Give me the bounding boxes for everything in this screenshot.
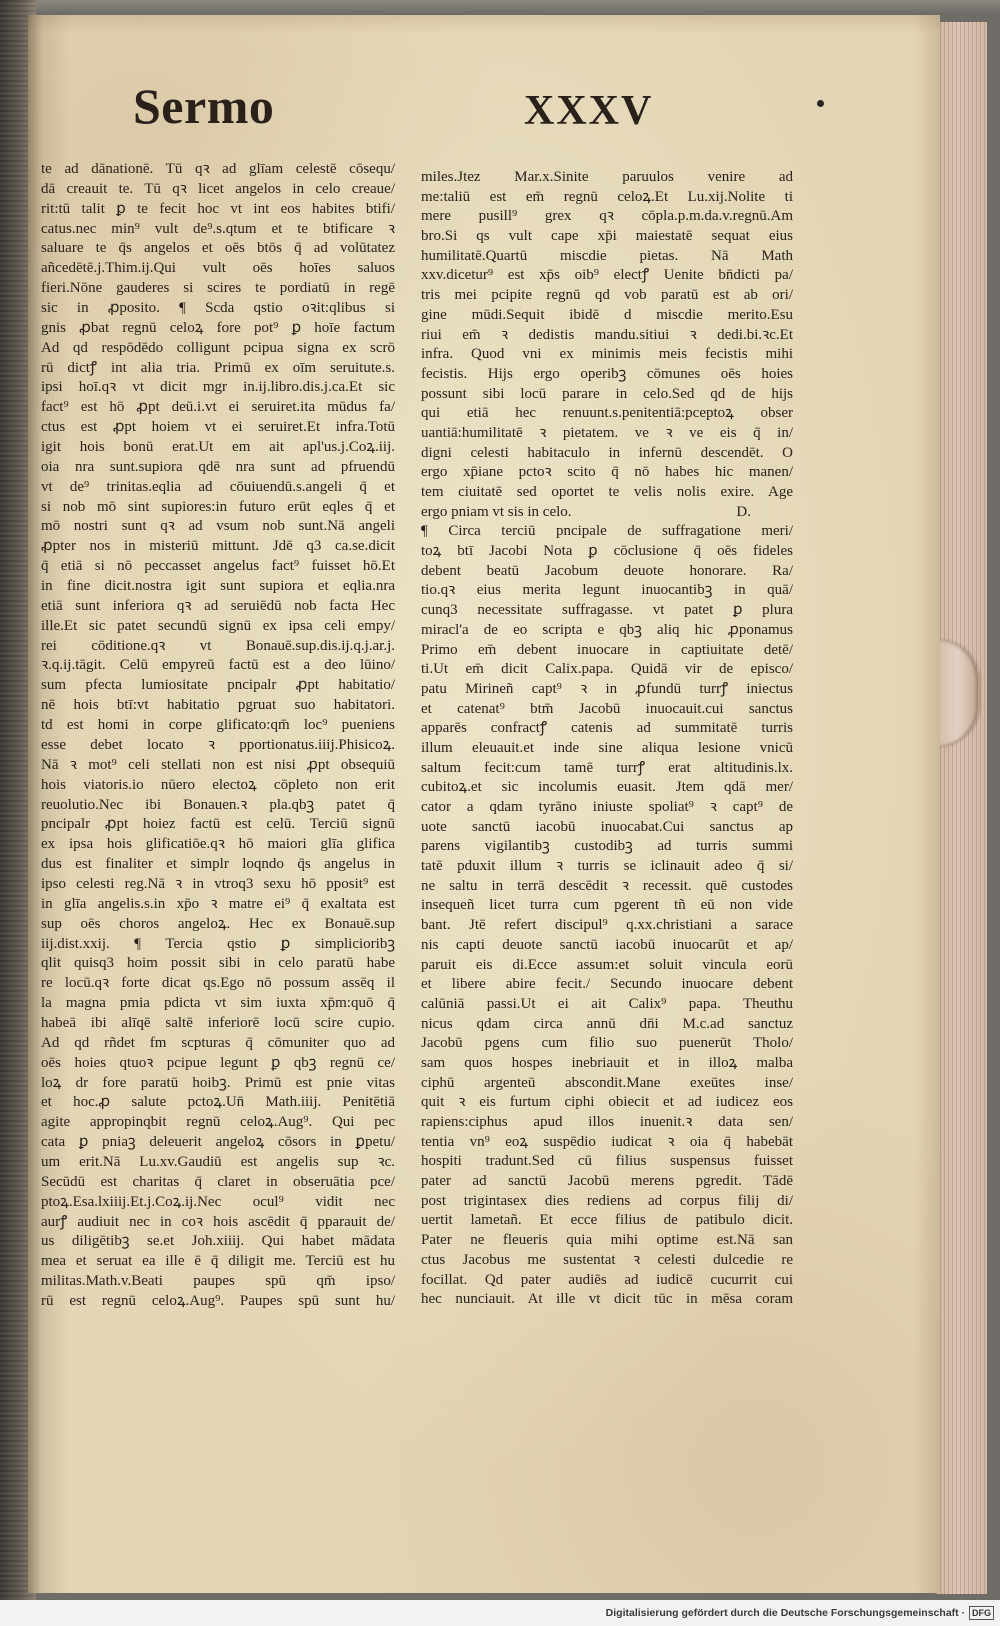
text-line: uertit lametañ. Et ecce filius de patibulo dicit. xyxy=(421,1212,793,1229)
text-line: fecistis. Hijs ergo operibꝫ cōmunes oēs hoies xyxy=(421,365,793,382)
text-line: ptoꝝ.Esa.lxiiij.Et.j.Coꝝ.ij.Nec ocul⁹ vidit nec xyxy=(41,1193,395,1210)
text-line: Jacobū pgens cum filio suo puenerūt Tholo/ xyxy=(421,1035,793,1052)
text-line: loꝝ dr fore paratū hoibꝫ. Primū est pnie vitas xyxy=(41,1074,395,1091)
text-line: td est homi in corpe glificato:qm̄ loc⁹ pueniens xyxy=(41,717,395,734)
text-line: rapiens:ciphus apud illos inuenit.ꝛ data sen/ xyxy=(421,1114,793,1130)
credit-line xyxy=(606,1600,994,1626)
text-line: dus est finaliter et simplr loqndo q̄s angelus in xyxy=(41,856,395,873)
text-line: fact⁹ est hō ꝓpt deū.i.vt ei seruiret.ita mūdus fa/ xyxy=(41,399,395,416)
text-line: uote sanctū iacobū inuocabat.Cui sanctus ap xyxy=(421,818,793,835)
text-line: Pater ne fleueris quia mihi optime est.Nā san xyxy=(421,1232,793,1249)
text-line: rei cōditione.qꝛ vt Bonauē.sup.dis.ij.q.j.ar.j. xyxy=(41,637,395,654)
text-line: patu Mirineñ capt⁹ ꝛ in ꝓfundū turrꝭ iniectus xyxy=(421,680,793,697)
text-line: uantiā:humilitatē ꝛ pietatem. ve ꝛ ve eis q̄ in/ xyxy=(421,424,793,441)
text-line: ipso celesti reg.Nā ꝛ in vtroq3 sexu hō pposit⁹ est xyxy=(41,875,395,892)
text-line: esse debet locato ꝛ pportionatus.iiij.Phisicoꝝ. xyxy=(41,736,395,753)
text-line: mere pusill⁹ grex qꝛ cōpla.p.m.da.v.regnū.Am xyxy=(421,208,793,225)
text-line: pncipalr ꝓpt hoiez factū est celū. Terciū signū xyxy=(41,816,395,833)
text-line: rit:tū talit ꝑ te fecit hoc vt int eos habites btifi/ xyxy=(41,200,395,217)
text-line: me:taliū est em̄ regnū celoꝝ.Et Lu.xij.Nolite ti xyxy=(421,188,793,205)
text-line: ex ipsa hois glificatiōe.qꝛ hō maiori glīa glifica xyxy=(41,836,395,853)
text-line: q̄ etiā si nō peccasset angelus fact⁹ fuisset hō.Et xyxy=(41,558,395,575)
text-line: dā creauit te. Tū qꝛ licet angelos in celo creaue/ xyxy=(41,180,395,197)
text-line: tris mei pcipite regnū qd vob paratū est ab ori/ xyxy=(421,287,793,304)
text-line: bant. Jtē refert discipul⁹ q.xx.christiani a sarace xyxy=(421,917,793,934)
text-line: cata ꝑ pniaꝫ deleuerit angeloꝝ cōsors in ꝑpetu/ xyxy=(41,1134,395,1151)
left-text-column xyxy=(41,160,395,1312)
book-block-edge xyxy=(936,22,987,1594)
text-line: cator a qdam tyrāno iniuste spoliat⁹ ꝛ capt⁹ de xyxy=(421,799,793,815)
text-line: et libere abire fecit./ Secundo inuocare debent xyxy=(421,976,793,993)
text-line: te ad dānationē. Tū qꝛ ad glīam celestē cōsequ/ xyxy=(41,161,395,177)
text-line: cubitoꝝ.et sic incolumis euasit. Jtem qdā mer/ xyxy=(421,779,793,796)
text-line: xxv.dicetur⁹ est xp̄s oib⁹ electꝭ Uenite bn̄dicti pa/ xyxy=(421,267,793,284)
text-line: miracl'a de eo scripta e qbꝫ aliq hic ꝓponamus xyxy=(421,621,793,638)
text-line: re locū.qꝛ forte dicat qs.Ego nō possum assēq il xyxy=(41,975,395,992)
text-line: añcedētē.j.Thim.ij.Qui vult oēs hoīes saluos xyxy=(41,260,395,277)
text-line: bro.Si qs vult cape xp̄i maiestatē sequat eius xyxy=(421,228,793,245)
text-line: miles.Jtez Mar.x.Sinite paruulos venire ad xyxy=(421,169,793,185)
text-line: hec nunciauit. At ille vt dicit tūc in mēsa coram xyxy=(421,1291,793,1308)
text-line: nē hois btī:vt habitatio pgruat suo habitatori. xyxy=(41,697,395,714)
text-line: Primo em̄ debent inuocare in captiuitate detē/ xyxy=(421,641,793,658)
text-line: mō nostri sunt qꝛ ad vsum nob sunt.Nā angeli xyxy=(41,518,395,535)
text-line: aurꝭ audiuit nec in coꝛ hois ascēdit q̄ pparauit de/ xyxy=(41,1213,395,1230)
paragraph-end-mark: D. xyxy=(736,503,751,520)
text-line: rū est regnū celoꝝ.Aug⁹. Paupes spū sunt hu/ xyxy=(41,1292,395,1309)
text-line: possunt sibi locū parare in celo.Sed qd de hijs xyxy=(421,385,793,402)
text-line: oēs hoies qtuoꝛ pcipue legunt ꝑ qbꝫ regnū ce/ xyxy=(41,1054,395,1071)
text-line: ¶ Circa terciū pncipale de suffragatione meri/ xyxy=(421,523,793,540)
text-line: saltum fecit:cum tamē turrꝭ erat altitudinis.lx. xyxy=(421,759,793,776)
text-line: debent beatū Jacobum deuote honorare. Ra/ xyxy=(421,562,793,579)
text-line: sum pfecta lumiositate pncipalr ꝓpt habitatio/ xyxy=(41,677,395,694)
text-line: qui etiā hec renuunt.s.penitentiā:pceptoꝝ obser xyxy=(421,405,793,422)
text-line: sup oēs choros angeloꝝ. Hec ex Bonauē.sup xyxy=(41,915,395,932)
text-line: insequeñ licet turra cum pgerent tñ eū non vide xyxy=(421,897,793,914)
text-line: sic in ꝓposito. ¶ Scda qstio oꝛit:qlibus si xyxy=(41,300,395,317)
text-line: digni celesti habitaculo in infernū descendēt. O xyxy=(421,444,793,461)
text-line: ꝛ.q.ij.tāgit. Celū empyreū factū est a deo lūino/ xyxy=(41,657,395,674)
text-line: Secūdū est charitas q̄ claret in obseruātia pce/ xyxy=(41,1173,395,1190)
text-line: gnis ꝓbat regnū celoꝝ fore pot⁹ ꝑ hoīe factum xyxy=(41,319,395,336)
text-line: vt de⁹ trinitas.eqlia ad cōuiuendū.s.angeli q̄ et xyxy=(41,478,395,495)
text-line: infra. Quod vni ex minimis meis fecistis mihi xyxy=(421,346,793,363)
text-line: la magna pmia pdicta vt sim iuxta xp̄m:quō q̄ xyxy=(41,995,395,1012)
text-line: pater ad sanctū Jacobū merens pgredit. Tādē xyxy=(421,1173,793,1190)
text-line: ipsi hoī.qꝛ vt dicit mgr in.ij.libro.dis.j.ca.Et sic xyxy=(41,379,395,396)
text-line: tem ciuitatē sed oportet te velis nolis exire. Age xyxy=(421,484,793,500)
text-line: etiā sunt inferiora qꝛ ad seruiēdū nob facta Hec xyxy=(41,597,395,614)
text-line: ciphū argenteū abscondit.Mane exeūtes inse/ xyxy=(421,1074,793,1091)
text-line-content: ergo pniam vt sis in celo. xyxy=(421,503,572,520)
text-line: illum eleuauit.et inde sine aliqua lesione vnicū xyxy=(421,739,793,756)
text-line: ti.Ut em̄ dicit Calix.papa. Quidā vir de episco/ xyxy=(421,661,793,678)
text-line: qlit quisq3 hoim possit sibi in celo paratū habe xyxy=(41,955,395,972)
text-line: toꝝ btī Jacobi Nota ꝑ cōclusione q̄ oēs fideles xyxy=(421,543,793,560)
text-line: ne saltu in terrā descēdit ꝛ recessit. quē custodes xyxy=(421,877,793,894)
text-line: calūniā passi.Ut ei ait Calix⁹ papa. Theuthu xyxy=(421,995,793,1012)
text-line: saluare te q̄s angelos et oēs btōs q̄ ad volūtatez xyxy=(41,240,395,257)
text-line: Ad qd respōdēdo colligunt pcipua signa ex scrō xyxy=(41,339,395,356)
credit-separator: · xyxy=(961,1607,966,1619)
text-line: gine mūdi.Sequit ibidē d miscdie merito.Esu xyxy=(421,306,793,323)
text-line: Ad qd rñdet fm scpturas q̄ cōmuniter quo ad xyxy=(41,1034,395,1051)
running-head-title: Sermo xyxy=(133,78,275,134)
text-line: catus.nec min⁹ vult de⁹.s.qtum et te btificare ꝛ xyxy=(41,220,395,237)
text-line: tatē pduxit illum ꝛ turris se iclinauit adeo q̄ si/ xyxy=(421,858,793,875)
text-line: tio.qꝛ eius merita legunt inuocantibꝫ in quā/ xyxy=(421,582,793,599)
text-line: focillat. Qd pater audiēs ad iudicē cucurrit cui xyxy=(421,1271,793,1288)
text-line: humilitatē.Quartū miscdie pietas. Nā Math xyxy=(421,247,793,264)
text-line: igit hois bonū erat.Ut em ait apl'us.j.Coꝝ.iij. xyxy=(41,439,395,456)
text-line: oia nra sunt.supiora qdē nra sunt ad pfruendū xyxy=(41,458,395,475)
text-line: fieri.Nōne gauderes si scires te pordiatū in regē xyxy=(41,280,395,297)
text-line: apparēs confractꝭ catenis ad summitatē turris xyxy=(421,720,793,737)
text-line: ergo xp̄iane pctoꝛ scito q̄ nō habes hic manen/ xyxy=(421,464,793,481)
text-line: um erit.Nā Lu.xv.Gaudiū est angelis sup ꝛc. xyxy=(41,1153,395,1170)
text-line: et hoc.ꝓ salute pctoꝝ.Un̄ Math.iiij. Penitētiā xyxy=(41,1094,395,1111)
text-line: ctus est ꝓpt hoiem vt ei seruiret.Et infra.Totū xyxy=(41,419,395,436)
text-line: iij.dist.xxij. ¶ Tercia qstio ꝑ simplicioribꝫ xyxy=(41,935,395,952)
text-line: Nā ꝛ mot⁹ celi stellati non est nisi ꝓpt obsequiū xyxy=(41,756,395,773)
sermon-number: XXXV xyxy=(524,88,654,134)
text-line: militas.Math.v.Beati paupes spū qm̄ ipso/ xyxy=(41,1273,395,1290)
text-line xyxy=(421,503,793,523)
text-line: cunq3 necessitate suffragasse. vt patet ꝑ plura xyxy=(421,602,793,619)
text-line: tentia vn⁹ eoꝝ suspēdio iudicat ꝛ oia q̄ habebāt xyxy=(421,1133,793,1150)
right-text-column xyxy=(421,168,793,1310)
text-line: in fine dicit.nostra igit sunt supiora et eqlia.nra xyxy=(41,578,395,595)
text-line: ille.Et sic patet secundū signū ex ipsa celi empy/ xyxy=(41,617,395,634)
text-line: quit ꝛ eis furtum ciphi obiecit et ad iudicez eos xyxy=(421,1094,793,1111)
ink-dot xyxy=(817,100,824,107)
text-line: rū dictꝭ int alia tria. Primū ex oīm seruitute.s. xyxy=(41,359,395,376)
text-line: hois viatoris.io nūero electoꝝ cōpleto non erit xyxy=(41,776,395,793)
text-line: si nob mō sint supiores:in futuro erūt eqles q̄ et xyxy=(41,498,395,515)
text-line: ꝓpter nos in misteriū mittunt. Jdē q3 ca.se.dicit xyxy=(41,538,395,555)
digitization-credit-bar xyxy=(0,1600,1000,1626)
text-line: sam quos hospes inebriauit et in illoꝝ malba xyxy=(421,1054,793,1071)
text-line: us diligētibꝫ se.et Joh.xiiij. Qui habet mādata xyxy=(41,1233,395,1250)
text-line: hospiti tradunt.Sed cū filius suspensus fuisset xyxy=(421,1153,793,1170)
text-line: habeā ibi alīqē saltē inferiorē locū scire cupio. xyxy=(41,1014,395,1031)
text-line: riui em̄ ꝛ dedistis mandu.sitiui ꝛ dedi.bi.ꝛc.Et xyxy=(421,326,793,343)
credit-text: Digitalisierung gefördert durch die Deutsche Forschungsgemeinschaft xyxy=(605,1607,959,1619)
dfg-logo: DFG xyxy=(969,1606,994,1620)
text-line: ctus Jacobus me sustentat ꝛ celesti dulcedie re xyxy=(421,1251,793,1268)
text-line: nis capti deuote sanctū iacobū inuocarūt et ap/ xyxy=(421,936,793,953)
text-line: in glīa angelis.s.in xp̄o ꝛ matre ei⁹ q̄ exaltata est xyxy=(41,895,395,912)
text-line: et catenat⁹ btm̄ Jacobū inuocauit.cui sanctus xyxy=(421,700,793,717)
text-line: parens vigilantibꝫ custodibꝫ ad turris summi xyxy=(421,838,793,855)
text-line: agite appropinqbit regnū celoꝝ.Aug⁹. Qui pec xyxy=(41,1114,395,1131)
text-line: mea et seruat ea ille ē q̄ diligit me. Terciū est hu xyxy=(41,1253,395,1270)
text-line: reuolutio.Nec ibi Bonauen.ꝛ pla.qbꝫ patet q̄ xyxy=(41,796,395,813)
text-line: nicus qdam circa annū dn̄i M.c.ad sanctuz xyxy=(421,1015,793,1032)
text-line: paruit eis di.Ecce assum:et soluit vincula eorū xyxy=(421,956,793,973)
text-line: post trigintasex dies rediens ad corpus filij di/ xyxy=(421,1192,793,1209)
